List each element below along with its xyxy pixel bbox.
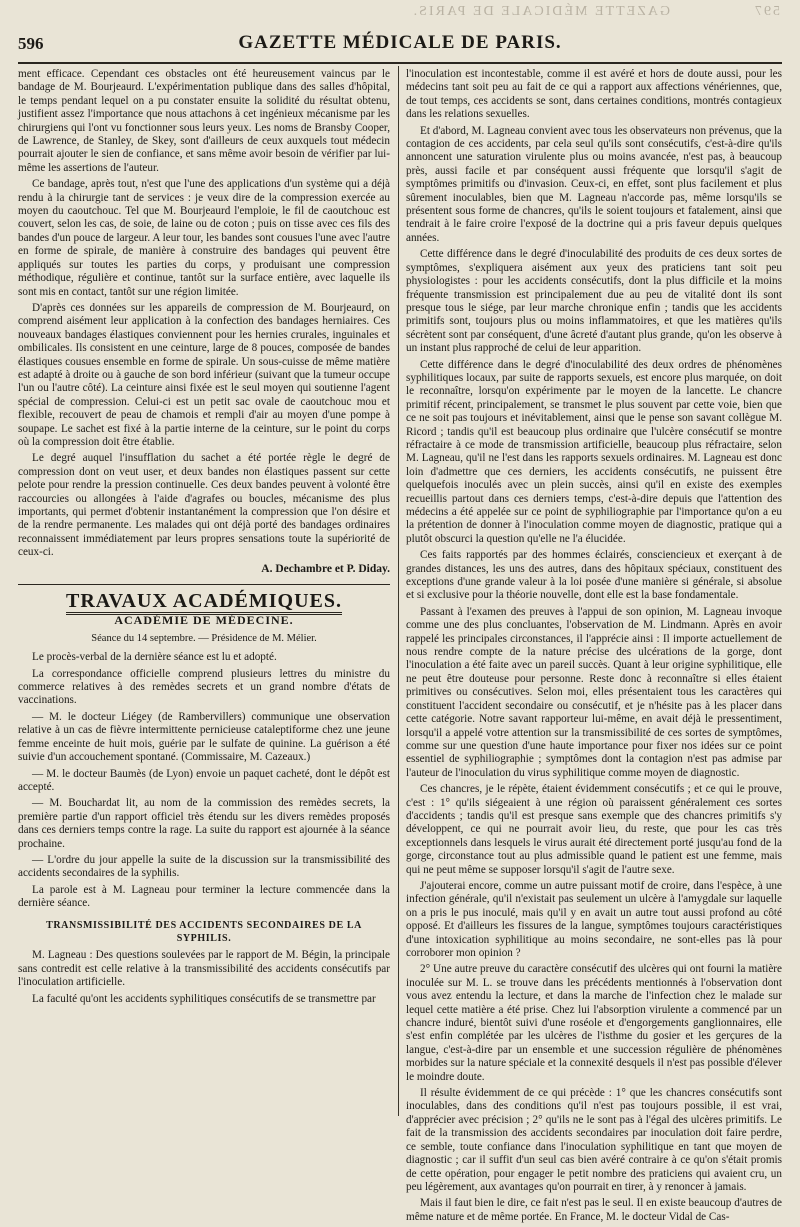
left-column [18,68,390,1009]
ghost-page-number: 597 [753,4,780,19]
paragraph: Le procès-verbal de la dernière séance est lu et adopté. [32,651,277,664]
paragraph: — L'ordre du jour appelle la suite de la discussion sur la transmissibilité des accidents secondaires de la syphilis. [18,853,390,880]
section-title [18,590,390,613]
column-divider [398,66,399,1116]
paragraph: ment efficace. Cependant ces obstacles ont été heureusement vaincus par le bandage de M. Bourjeaurd. L'expérimentation publique dans des salles d'hôpital, le temps pendant lequel on a pu constater ensuite la solidité du résultat obtenu, justifient assez l'importance que nous attachons à cet ingénieux mécanisme par les chirurgiens qui l'ont vu fonctionner sous leurs yeux. Les noms de Bransby Cooper, de Lawrence, de Stanley, de Skey, sont d'ailleurs de ceux auxquels tout médecin pourrait ajouter le sien de confiance, et sans même avoir besoin de vérifier par lui-même les assertions de l'auteur. [18,68,390,174]
paragraph: Ce bandage, après tout, n'est que l'une des applications d'un système qui a déjà rendu à la chirurgie tant de services : je veux dire de la compression exercée au moyen du caoutchouc. Tel que M. Bourjeaurd l'emploie, le fil de caoutchouc est couvert, selon les cas, de soie, de laine ou de coton ; puis on tisse avec ces fils des bandes d'un pouce de largeur. A leur tour, les bandes sont cousues l'une avec l'autre en forme de spirale, de manière à construire des bandages qui peuvent être appliqués sur toutes les parties du corps, y produisant une compression méthodique, régulière et continue, tantôt sur la surface entière, avec laquelle ils sont mis en contact, tantôt sur une région limitée. [18,178,390,298]
paragraph: D'après ces données sur les appareils de compression de M. Bourjeaurd, on comprend aisément leur application à la confection des bandages herniaires. Ces nouveaux bandages élastiques conviennent pour les hernies crurales, inguinales et ombilicales. Ils consistent en une ceinture, large de 8 pouces, composée de bandes élastiques cousues ensemble en forme de spirale. Un sous-cuisse de même matière est adapté à droite ou à gauche de son bord inférieur (suivant que la tumeur occupe l'un ou l'autre côté). La ceinture ainsi fixée est le seul moyen qui soutienne l'agent spécial de compression. Celui-ci est un petit sac ovale de caoutchouc mou et flexible, recouvert de peau de chamois et rempli d'air au moyen d'une pompe à soupape. Le sachet est fixé à la partie interne de la ceinture, sur le point du corps où la compression doit être établie. [18,301,390,448]
paragraph: La correspondance officielle comprend plusieurs lettres du ministre du commerce relatives à des remèdes secrets et un grand nombre d'états de vaccinations. [18,667,390,707]
discussion-heading: TRANSMISSIBILITÉ DES ACCIDENTS SECONDAIRES DE LA SYPHILIS. [46,919,362,944]
article-signature: A. Dechambre et P. Diday. [261,562,390,575]
paragraph: La faculté qu'ont les accidents syphilitiques consécutifs de se transmettre par [32,992,376,1005]
paragraph: Le degré auquel l'insufflation du sachet a été portée règle le degré de compression dont on veut user, et deux bandes non élastiques passent sur cette pelote pour rendre la pression continuelle. Ces deux bandes peuvent à volonté être raccourcies ou allongées à l'aide d'agrafes ou boucles, mécanisme des plus importants, qui permet d'obtenir instantanément la compression que l'on désire et de la rendre permanente. Les malades qui ont déjà porté des bandages ordinaires reconnaissent immédiatement par leurs propres sensations toute la supériorité de ceux-ci. [18,452,390,559]
paragraph: Et d'abord, M. Lagneau convient avec tous les observateurs non prévenus, que la contagion de ces accidents, par cela seul qu'ils sont consécutifs, c'est-à-dire qu'ils annoncent une saturation virulente plus ou moins avancée, n'est pas, à beaucoup près, aussi facile et par conséquent aussi fréquente que lorsqu'il s'agit de symptômes primitifs ou d'invasion. Ceux-ci, en effet, sont plus facilement et plus sûrement inoculables, bien que M. Lagneau n'accorde pas, même lorsqu'ils se présentent sous forme de chancres, qu'ils le soient toujours et fatalement, ainsi que tendrait à le faire croire l'exposé de la doctrine qui a pris faveur depuis quelques années. [406,124,782,244]
paragraph: — M. le docteur Liégey (de Rambervillers) communique une observation relative à un cas de fièvre intermittente pernicieuse cataleptiforme chez une jeune femme enceinte de huit mois, guérie par le sulfate de quinine. La guérison a été suivie d'un accouchement spontané. (Commissaire, M. Cazeaux.) [18,710,390,764]
header-rule [18,62,782,64]
section-separator [18,584,390,585]
paragraph: Cette différence dans le degré d'inoculabilité des produits de ces deux sortes de symptômes, s'expliquera aisément aux yeux des praticiens tant soit peu physiologistes : pour les accidents consécutifs, dont la plus difficile et la moins fréquente transmission est principalement due au peu de vitalité dont ils sont presque tous le siége, par leur marche chronique enfin ; tandis que les accidents primitifs sont, toujours plus ou moins inflammatoires, et que les matières qu'ils sécrètent sont par conséquent, d'une âcreté d'autant plus grande, qu'on les observe à un instant plus rapproché de celui de leur apparition. [406,248,782,355]
paragraph: Cette différence dans le degré d'inoculabilité des deux ordres de phénomènes syphilitiques locaux, par suite de rapports sexuels, est encore plus marquée, on doit le reconnaître, lorsqu'on expérimente par le moyen de la lancette. Le chancre primitif récent, principalement, se transmet le plus souvent par cette voie, bien que ce ne soit pas toujours et inévitablement, ainsi que le pense son savant collègue M. Ricord ; tandis qu'il est beaucoup plus ordinaire que l'ulcère consécutif se montre réfractaire à ce mode de transmission artificielle, beaucoup plus réfractaire, selon M. Lagneau, qu'il ne l'est dans les rapports sexuels ordinaires. M. Lagneau est donc loin d'admettre que ces derniers, les accidents consécutifs, ne puissent être quelquefois inoculés avec un plein succès, ainsi qu'il en existe des exemples recueillis partout dans ces derniers temps, c'est-à-dire depuis que l'attention des médecins a été appelée sur ce point de syphiliographie par l'importance qu'on a eu la prétention de donner à l'inoculation comme moyen de diagnostic, pratique qui a plutôt obscurci la question qu'elle ne l'a élucidée. [406,358,782,545]
paragraph: Ces faits rapportés par des hommes éclairés, consciencieux et exerçant à de grandes distances, les uns des autres, dans des hôpitaux spéciaux, constituent des exceptions d'une grande valeur à la loi posée d'une manière si générale, si absolue et si exclusive pour la théorie nouvelle, dont elle est la base fondamentale. [406,549,782,602]
session-line: Séance du 14 septembre. — Présidence de M. Mélier. [91,632,317,644]
page-header [18,32,782,58]
ghost-title: GAZETTE MÉDICALE DE PARIS. [411,4,670,19]
paragraph: 2° Une autre preuve du caractère consécutif des ulcères qui ont fourni la matière inoculée sur M. L. se trouve dans les précédents mentionnés à l'observation dont vous avez entendu la lecture, et dans la marche de l'infection chez le malade sur lequel cette matière a été prise. Chez lui l'absorption virulente a commencé par un chancre induré, bientôt suivi d'une roséole et d'engorgements ganglionnaires, elle s'est enfin complétée par les ulcères de l'isthme du gosier et les gerçures de la langue, c'est-à-dire par un ensemble et une succession régulière de phénomènes morbides sur la nature spéciale et la connexité desquels il n'est pas possible d'élever le moindre doute. [406,963,782,1083]
paragraph: Ces chancres, je le répète, étaient évidemment consécutifs ; et ce qui le prouve, c'est : 1° qu'ils siégeaient à une région où paraissent généralement ces sortes d'accidents ; tandis qu'il est presque sans exemple que des chancres primitifs s'y développent, ce qui ne pourrait avoir lieu, du reste, que pour les cas très exceptionnels dans lesquels le virus aurait été directement porté jusqu'au fond de la gorge, circonstance tout au plus admissible quand le patient est une femme, mais qui ne peut même se supposer lorsqu'il s'agit de l'autre sexe. [406,783,782,876]
section-title-text: TRAVAUX ACADÉMIQUES. [66,590,342,615]
paragraph: La parole est à M. Lagneau pour terminer la lecture commencée dans la dernière séance. [18,883,390,910]
paragraph: Passant à l'examen des preuves à l'appui de son opinion, M. Lagneau invoque comme une des plus concluantes, l'observation de M. Lindmann. Après en avoir rappelé les principales circonstances, il l'apprécie ainsi : Il importe actuellement de nous rendre compte de la nature précise des ulcérations de la gorge, dont l'inoculation a été faite avec un pareil succès. Quant à leur origine syphilitique, elle ne peut être douteuse pour personne. Reste donc à reconnaître si elles étaient primitives ou consécutives. Selon moi, elles présentaient tous les caractères qui constituent l'accident secondaire ou consécutif, et je n'hésite pas à les placer dans cette catégorie. Notre savant rapporteur lui-même, en avait déjà le pressentiment, lorsqu'il a appelé votre attention sur la transmissibilité de ces sortes de symptômes, comme sur une question d'une haute importance pour fixer nos idées sur ce point essentiel de syphiliographie ; symptômes dont la contagion n'est pas admise par l'auteur de l'inoculation du virus syphilitique comme moyen de diagnostic. [406,605,782,779]
paragraph: l'inoculation est incontestable, comme il est avéré et hors de doute aussi, pour les médecins tant soit peu au fait de ce qui a rapport aux affections vénériennes, que, de tout temps, ces accidents se sont, dans certaines conditions, montrés contagieux dans les relations sexuelles. [406,68,782,121]
journal-title: GAZETTE MÉDICALE DE PARIS. [238,32,562,53]
paragraph: Il résulte évidemment de ce qui précède : 1° que les chancres consécutifs sont inoculables, dans des conditions qu'il n'est pas toujours possible, il est vrai, d'apprécier avec précision ; 2° qu'ils ne le sont pas à l'égal des ulcères primitifs. Le fait de la transmission des accidents secondaires par inoculation doit faire perdre, ce semble, toute confiance dans l'inoculation syphilitique en tant que moyen de diagnostic ; car il suffit d'un seul cas bien avéré contraire à ce qu'on s'était promis de cette opération, pour engager le petit nombre des praticiens qui avaient cru, un peu légèrement, aux avantages qu'on pourrait en tirer, à y renoncer à jamais. [406,1087,782,1193]
paragraph: — M. le docteur Baumès (de Lyon) envoie un paquet cacheté, dont le dépôt est accepté. [18,767,390,793]
academy-title: ACADÉMIE DE MÉDECINE. [114,613,294,628]
paragraph: — M. Bouchardat lit, au nom de la commission des remèdes secrets, la première partie d'un rapport officiel très étendu sur les divers remèdes proposés dans ces derniers temps contre la rage. La suite du rapport est ajournée à la séance prochaine. [18,797,390,850]
paragraph: Mais il faut bien le dire, ce fait n'est pas le seul. Il en existe beaucoup d'autres de même nature et de même portée. En France, M. le docteur Vidal de Cas- [406,1197,782,1223]
page-number: 596 [18,34,44,53]
paragraph: M. Lagneau : Des questions soulevées par le rapport de M. Bégin, la principale sans contredit est celle relative à la transmissibilité des accidents consécutifs par l'inoculation artificielle. [18,949,390,989]
paragraph: J'ajouterai encore, comme un autre puissant motif de croire, dans l'espèce, à une infection générale, qu'il n'existait pas seulement un ulcère à l'amygdale sur laquelle on a pris le pus inoculé, mais qu'il y en avait un autre tout aussi profond au côté opposé. Et d'ailleurs les fissures de la langue, symptômes toujours caractéristiques d'une intoxication syphilitique au moins secondaire, ne sont-elles pas là pour corroborer mon opinion ? [406,879,782,959]
right-column [406,68,782,1227]
